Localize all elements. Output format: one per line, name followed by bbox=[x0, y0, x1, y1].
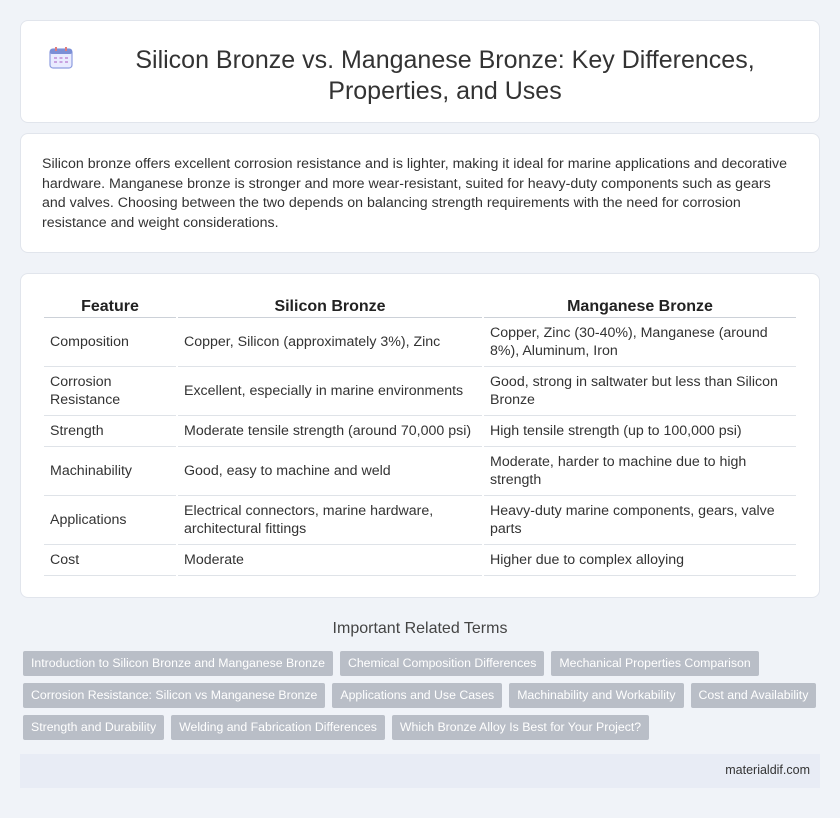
page-title: Silicon Bronze vs. Manganese Bronze: Key Differences, Properties, and Uses bbox=[135, 46, 755, 105]
table-header-row bbox=[44, 296, 796, 318]
table-row bbox=[44, 416, 796, 447]
silicon-bronze-cell: Electrical connectors, marine hardware, architectural fittings bbox=[178, 496, 482, 545]
feature-cell: Applications bbox=[44, 496, 176, 545]
footer-site-link[interactable]: materialdif.com bbox=[725, 763, 810, 777]
manganese-bronze-cell: Copper, Zinc (30-40%), Manganese (around 8%), Aluminum, Iron bbox=[484, 318, 796, 367]
manganese-bronze-cell: Heavy-duty marine components, gears, valve parts bbox=[484, 496, 796, 545]
silicon-bronze-cell: Good, easy to machine and weld bbox=[178, 447, 482, 496]
silicon-bronze-cell: Copper, Silicon (approximately 3%), Zinc bbox=[178, 318, 482, 367]
comparison-table bbox=[42, 296, 798, 576]
column-header-manganese-bronze: Manganese Bronze bbox=[484, 296, 796, 318]
related-term-tag[interactable]: Introduction to Silicon Bronze and Manganese Bronze bbox=[23, 651, 333, 676]
related-term-tag[interactable]: Applications and Use Cases bbox=[332, 683, 502, 708]
table-row bbox=[44, 447, 796, 496]
manganese-bronze-cell: High tensile strength (up to 100,000 psi) bbox=[484, 416, 796, 447]
manganese-bronze-cell: Good, strong in saltwater but less than Silicon Bronze bbox=[484, 367, 796, 416]
title-card bbox=[20, 20, 820, 123]
table-row bbox=[44, 318, 796, 367]
column-header-feature: Feature bbox=[44, 296, 176, 318]
silicon-bronze-cell: Moderate tensile strength (around 70,000 psi) bbox=[178, 416, 482, 447]
footer bbox=[20, 754, 820, 788]
silicon-bronze-cell: Excellent, especially in marine environments bbox=[178, 367, 482, 416]
column-header-silicon-bronze: Silicon Bronze bbox=[178, 296, 482, 318]
calendar-grid-icon bbox=[49, 47, 73, 69]
related-terms-title: Important Related Terms bbox=[332, 620, 508, 637]
related-term-tag[interactable]: Corrosion Resistance: Silicon vs Manganese Bronze bbox=[23, 683, 325, 708]
table-row bbox=[44, 496, 796, 545]
feature-cell: Machinability bbox=[44, 447, 176, 496]
related-term-tag[interactable]: Welding and Fabrication Differences bbox=[171, 715, 385, 740]
summary-card bbox=[20, 133, 820, 253]
table-row bbox=[44, 545, 796, 576]
feature-cell: Corrosion Resistance bbox=[44, 367, 176, 416]
comparison-table-card bbox=[20, 273, 820, 598]
related-term-tag[interactable]: Strength and Durability bbox=[23, 715, 164, 740]
related-terms-list bbox=[23, 651, 823, 740]
related-term-tag[interactable]: Which Bronze Alloy Is Best for Your Project? bbox=[392, 715, 649, 740]
related-term-tag[interactable]: Chemical Composition Differences bbox=[340, 651, 544, 676]
silicon-bronze-cell: Moderate bbox=[178, 545, 482, 576]
manganese-bronze-cell: Moderate, harder to machine due to high strength bbox=[484, 447, 796, 496]
manganese-bronze-cell: Higher due to complex alloying bbox=[484, 545, 796, 576]
table-row bbox=[44, 367, 796, 416]
related-term-tag[interactable]: Mechanical Properties Comparison bbox=[551, 651, 758, 676]
feature-cell: Strength bbox=[44, 416, 176, 447]
summary-text: Silicon bronze offers excellent corrosion resistance and is lighter, making it ideal for marine applications and decorative hardware. Manganese bronze is stronger and more wear-resistant, suited for heavy-duty components such as gears and valves. Choosing between the two depends on balancing strength requirements with the need for corrosion resistance and weight considerations. bbox=[42, 156, 787, 231]
feature-cell: Cost bbox=[44, 545, 176, 576]
related-term-tag[interactable]: Machinability and Workability bbox=[509, 683, 683, 708]
related-term-tag[interactable]: Cost and Availability bbox=[691, 683, 817, 708]
feature-cell: Composition bbox=[44, 318, 176, 367]
